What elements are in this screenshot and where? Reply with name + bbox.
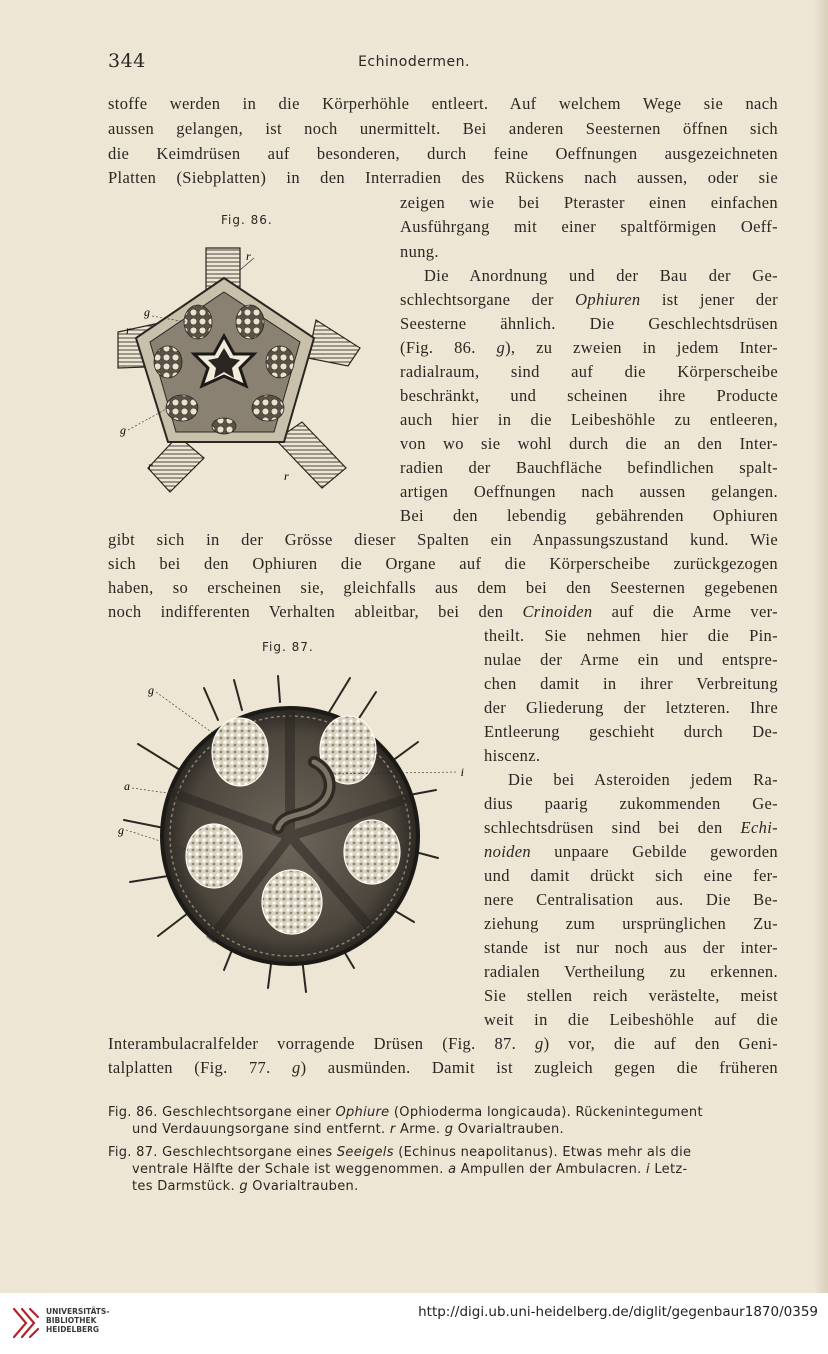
figure-86-label: Fig. 86. [221,213,273,227]
text-line: Entleerung geschieht durch De- [484,722,778,741]
fig86-label-r: r [246,249,251,263]
text-line: hiscenz. [484,746,541,765]
fig87-label-g: g [148,683,154,697]
text-line: radialraum, sind auf die Körperscheibe [400,362,778,381]
figure-87-label: Fig. 87. [262,640,314,654]
library-name: UNIVERSITÄTS- BIBLIOTHEK HEIDELBERG [46,1307,110,1334]
text-line: Platten (Siebplatten) in den Interradien des Rückens nach aussen, oder sie [108,168,778,187]
text-line: Bei den lebendig gebährenden Ophiuren [400,506,778,525]
figure-86-ophiure-illustration [108,236,368,506]
fig86-label-g: g [144,305,150,319]
text-line: haben, so erscheinen sie, gleichfalls aus dem bei den Seesternen gegebenen [108,578,778,597]
taxon-name: Ophiuren [575,290,641,309]
text-line: Ausführgang mit einer spaltförmigen Oeff- [400,217,778,236]
fig86-label-g: g [120,423,126,437]
text-line: weit in die Leibeshöhle auf die [484,1010,778,1029]
text-line: von wo sie wohl durch die an den Inter- [400,434,778,453]
text-line: gibt sich in der Grösse dieser Spalten ein Anpassungszustand kund. Wie [108,530,778,549]
text-line: schlechtsdrüsen sind bei den Echi- [484,818,778,837]
text-line: chen damit in ihrer Verbreitung [484,674,778,693]
text-line: noiden unpaare Gebilde geworden [484,842,778,861]
text-line: radialen Vertheilung zu erkennen. [484,962,778,981]
caption-fig86: Fig. 86. Geschlechtsorgane einer Ophiure (Ophioderma longicauda). Rückenintegument [108,1105,703,1120]
text-line: Interambulacralfelder vorragende Drüsen (Fig. 87. g) vor, die auf den Geni- [108,1034,778,1053]
text-line: und damit drückt sich eine fer- [484,866,778,885]
caption-fig87: Fig. 87. Geschlechtsorgane eines Seeigels (Echinus neapolitanus). Etwas mehr als die [108,1145,692,1160]
caption-fig87-cont: ventrale Hälfte der Schale ist weggenommen. a Ampullen der Ambulacren. i Letz- [132,1162,688,1177]
running-title: Echinodermen. [358,54,470,70]
text-line: stande ist nur noch aus der inter- [484,938,778,957]
text-line: ziehung zum ursprünglichen Zu- [484,914,778,933]
text-line: schlechtsorgane der Ophiuren ist jener der [400,290,778,309]
text-line: nung. [400,242,439,261]
text-line: Seesterne ähnlich. Die Geschlechtsdrüsen [400,314,778,333]
fig86-label-r: r [148,459,153,473]
text-line: zeigen wie bei Pteraster einen einfachen [400,193,778,212]
caption-fig86-cont: und Verdauungsorgane sind entfernt. r Arme. g Ovarialtrauben. [132,1122,564,1137]
text-line: stoffe werden in die Körperhöhle entleert. Auf welchem Wege sie nach [108,94,778,113]
text-line: der Gliederung der letzteren. Ihre [484,698,778,717]
text-line: talplatten (Fig. 77. g) ausmünden. Damit ist zugleich gegen die früheren [108,1058,778,1077]
text-line: noch indifferenten Verhalten ableitbar, bei den Crinoiden auf die Arme ver- [108,602,778,621]
fig87-label-a: a [124,779,130,793]
library-logo-icon [10,1303,42,1343]
text-line: nulae der Arme ein und entspre- [484,650,778,669]
text-line: beschränkt, und scheinen ihre Producte [400,386,778,405]
text-line: aussen gelangen, ist noch unermittelt. Bei anderen Seesternen öffnen sich [108,119,778,138]
text-line: auch hier in die Leibeshöhle zu entleeren, [400,410,778,429]
text-line: (Fig. 86. g), zu zweien in jedem Inter- [400,338,778,357]
fig86-label-r: r [284,469,289,483]
viewer-footer [0,1293,828,1354]
text-line: Die bei Asteroiden jedem Ra- [508,770,778,789]
figure-87-seeigel-illustration [118,670,464,1020]
fig87-label-g: g [118,823,124,837]
fig86-label-r: r [126,323,131,337]
text-line: Sie stellen reich verästelte, meist [484,986,778,1005]
text-line: nere Centralisation aus. Die Be- [484,890,778,909]
text-line: die Keimdrüsen auf besonderen, durch feine Oeffnungen ausgezeichneten [108,144,778,163]
text-line: dius paarig zukommenden Ge- [484,794,778,813]
page-edge [814,0,828,1293]
fig87-label-i: i [460,765,464,779]
text-line: artigen Oeffnungen nach aussen gelangen. [400,482,778,501]
page-number: 344 [108,50,146,72]
caption-fig87-end: tes Darmstück. g Ovarialtrauben. [132,1179,359,1194]
taxon-name: noiden [484,842,532,861]
text-line: radien der Bauchfläche befindlichen spalt- [400,458,778,477]
permalink-url[interactable]: http://digi.ub.uni-heidelberg.de/diglit/gegenbaur1870/0359 [418,1304,818,1320]
text-line: theilt. Sie nehmen hier die Pin- [484,626,778,645]
text-line: Die Anordnung und der Bau der Ge- [424,266,778,285]
text-line: sich bei den Ophiuren die Organe auf die Körperscheibe zurückgezogen [108,554,778,573]
taxon-name: Crinoiden [522,602,593,621]
taxon-name: Echi- [740,818,778,837]
